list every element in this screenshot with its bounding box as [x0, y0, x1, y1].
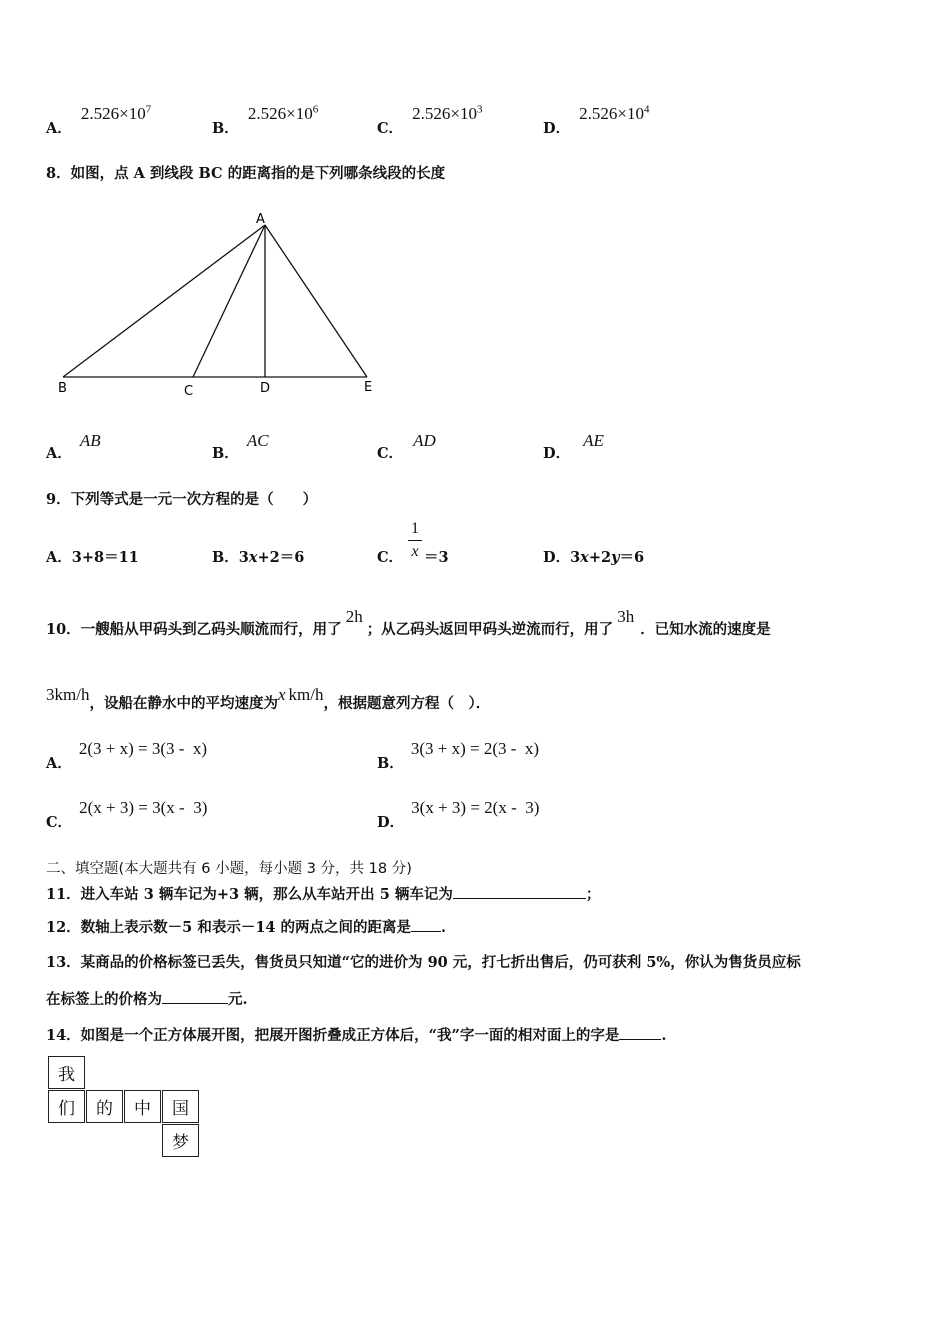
fraction-numerator: 1: [411, 520, 419, 537]
triangle-figure: [50, 205, 390, 405]
q14: 14．如图是一个正方体展开图，把展开图折叠成正方体后，“我”字一面的相对面上的字是 .: [46, 1027, 667, 1044]
segment-ae: [265, 225, 367, 377]
cube-face-3: 的: [86, 1090, 123, 1123]
point-a-label: A: [256, 212, 265, 227]
cube-net: [48, 1056, 203, 1157]
time-downstream: 2h: [345, 607, 363, 626]
option-label: B．: [212, 549, 239, 566]
q8-option-b: [212, 430, 269, 462]
option-value: 3(x + 3) = 2(x - 3): [411, 798, 540, 817]
option-value: 3(3 + x) = 2(3 - x): [410, 739, 540, 758]
cube-face-6: 梦: [162, 1124, 199, 1157]
q10-option-c: [46, 797, 208, 831]
option-label: C．: [377, 445, 404, 462]
cube-face-1: 我: [48, 1056, 85, 1089]
q13-answer-blank[interactable]: [162, 989, 228, 1004]
time-upstream: 3h: [617, 607, 635, 626]
q13-line2: 在标签上的价格为 元.: [46, 991, 248, 1008]
option-value: $2.526\times 10^4$: [579, 103, 650, 123]
q13-line1: 13．某商品的价格标签已丢失，售货员只知道“它的进价为 90 元，打七折出售后，仍可获利 5%，你认为售货员应标: [46, 954, 801, 971]
option-value: $2.526\times 10^3$: [412, 103, 483, 123]
option-label: A．: [46, 445, 72, 462]
q11-answer-blank[interactable]: [453, 884, 586, 899]
cube-face-5: 国: [162, 1090, 199, 1123]
point-c-label: C: [184, 384, 194, 399]
q7-option-b: [212, 103, 319, 137]
fraction-denominator: x: [411, 543, 419, 560]
option-value: $2.526\times 10^6$: [247, 103, 319, 123]
q10-line1: 10．一艘船从甲码头到乙码头顺流而行，用了2h；从乙码头返回甲码头逆流而行，用了3h．已知水流的速度是: [46, 607, 771, 638]
segment-ab: [63, 225, 265, 377]
q9-option-c-fraction: [408, 520, 422, 561]
section-heading: 二、填空题(本大题共有 6 小题，每小题 3 分，共 18 分): [46, 861, 412, 877]
q7-option-a: [46, 103, 152, 137]
option-label: D．: [377, 814, 405, 831]
option-label: D．: [543, 445, 571, 462]
option-value: $2.526\times 10^7$: [80, 103, 152, 123]
option-label: C．: [377, 549, 404, 566]
option-label: B．: [212, 120, 239, 137]
q9-option-c: [377, 546, 403, 567]
point-d-label: D: [260, 381, 271, 396]
q10-option-d: [377, 797, 540, 831]
option-value: 2(x + 3) = 3(x - 3): [79, 798, 208, 817]
water-speed: 3km/h: [46, 685, 90, 704]
q9-option-a: [46, 546, 139, 567]
q10-line2: 3km/h，设船在静水中的平均速度为x km/h，根据题意列方程（ ）．: [46, 685, 491, 712]
point-b-label: B: [58, 381, 67, 396]
option-value: AE: [583, 431, 604, 450]
q12-answer-blank[interactable]: [411, 917, 441, 932]
option-value: AC: [246, 431, 269, 450]
q7-option-d: [543, 103, 650, 137]
q12: 12．数轴上表示数－5 和表示－14 的两点之间的距离是 .: [46, 919, 447, 936]
fraction-bar: [408, 540, 422, 541]
segment-ac: [193, 225, 265, 377]
q14-answer-blank[interactable]: [619, 1025, 661, 1040]
option-label: B．: [377, 755, 404, 772]
q7-option-c: [377, 103, 483, 137]
option-value: AD: [413, 431, 436, 450]
option-label: A．: [46, 120, 72, 137]
q8-option-a: [46, 430, 101, 462]
q9-option-c-rhs: ＝3: [424, 549, 449, 566]
option-value: AB: [79, 431, 101, 450]
option-value: 2(3 + x) = 3(3 - x): [78, 739, 208, 758]
cube-face-2: 们: [48, 1090, 85, 1123]
option-label: C．: [377, 120, 404, 137]
option-value: 3+8＝11: [71, 549, 139, 566]
q11: 11．进入车站 3 辆车记为+3 辆，那么从车站开出 5 辆车记为 ；: [46, 886, 601, 903]
q8-option-d: [543, 430, 604, 462]
point-e-label: E: [364, 380, 373, 395]
q8-option-c: [377, 430, 436, 462]
option-label: C．: [46, 814, 73, 831]
q8-question: 8．如图，点 A 到线段 BC 的距离指的是下列哪条线段的长度: [46, 165, 446, 182]
cube-face-4: 中: [124, 1090, 161, 1123]
option-label: D．: [543, 120, 571, 137]
q9-question: 9．下列等式是一元一次方程的是（ ）: [46, 491, 318, 508]
option-label: A．: [46, 549, 72, 566]
option-label: D．: [543, 549, 571, 566]
q9-option-d: D．3x+2y＝6: [543, 549, 645, 566]
option-label: B．: [212, 445, 239, 462]
q10-option-b: [377, 738, 540, 772]
q10-option-a: [46, 738, 208, 772]
option-label: A．: [46, 755, 72, 772]
q9-option-b: B．3x+2＝6: [212, 549, 305, 566]
